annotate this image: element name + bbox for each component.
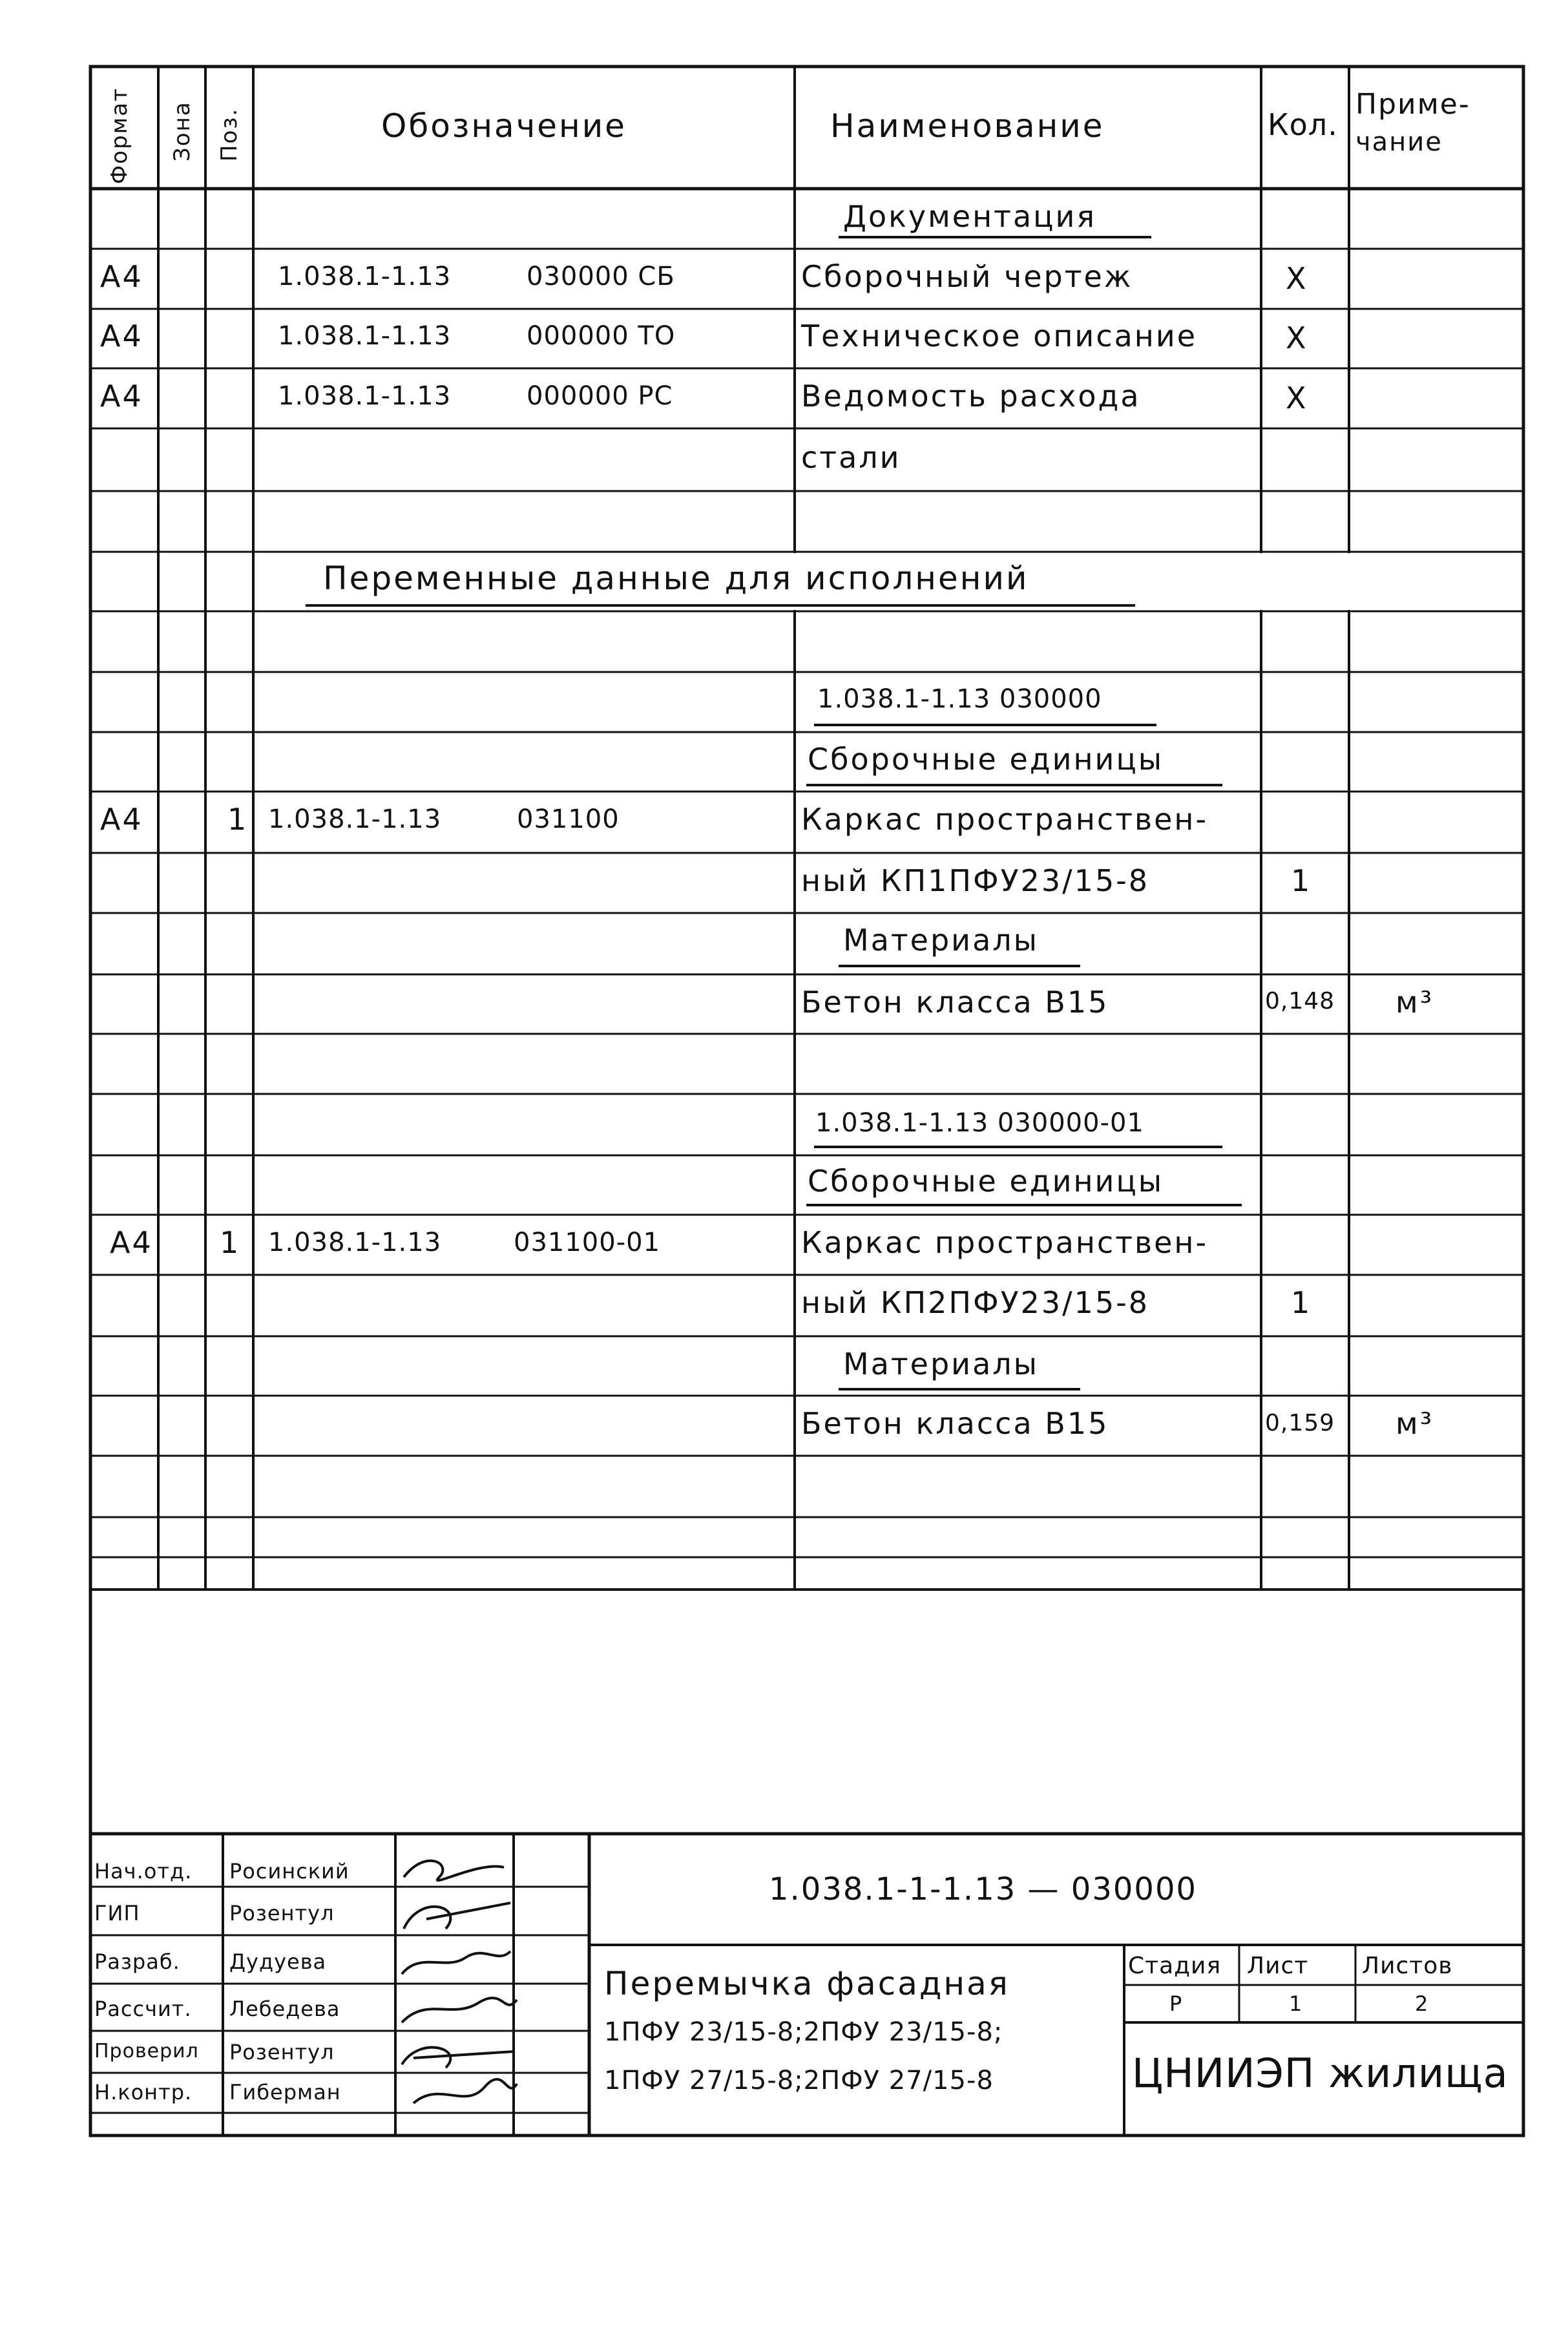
sheets-label: Листов <box>1362 1953 1453 1979</box>
row-format: А4 <box>110 1225 153 1260</box>
section-variable-data: Переменные данные для исполнений <box>323 560 1029 597</box>
header-qty: Кол. <box>1268 107 1338 142</box>
row-designation-suffix: 031100-01 <box>514 1228 661 1257</box>
header-note-line2: чание <box>1355 127 1443 157</box>
row-qty: 0,159 <box>1265 1410 1335 1436</box>
row-note: м³ <box>1396 985 1434 1020</box>
sheets-value: 2 <box>1415 1991 1429 2016</box>
sheet-value: 1 <box>1289 1991 1303 2016</box>
row-pos: 1 <box>227 802 249 837</box>
person-name: Гиберман <box>229 2080 341 2104</box>
section-materials: Материалы <box>843 923 1039 958</box>
header-zone: Зона <box>169 101 195 162</box>
row-designation-code: 1.038.1-1.13 <box>278 381 452 411</box>
row-format: А4 <box>100 379 143 414</box>
row-name: Ведомость расхода <box>801 379 1141 414</box>
row-name: Каркас пространствен- <box>801 802 1209 837</box>
row-name: стали <box>801 440 901 475</box>
role-label: ГИП <box>94 1901 140 1926</box>
row-format: А4 <box>100 802 143 837</box>
row-qty: 1 <box>1291 1285 1312 1320</box>
role-label: Н.контр. <box>94 2080 193 2104</box>
signatures <box>402 1861 517 2103</box>
doc-title-line2: 1ПФУ 23/15-8;2ПФУ 23/15-8; <box>604 2017 1003 2047</box>
header-format: Формат <box>107 87 132 184</box>
row-format: А4 <box>100 319 143 353</box>
stage-value: Р <box>1169 1991 1183 2016</box>
variant-number: 1.038.1-1.13 030000-01 <box>815 1108 1144 1138</box>
header-note-line1: Приме- <box>1355 88 1470 121</box>
organization: ЦНИИЭП жилища <box>1132 2050 1509 2097</box>
row-note: м³ <box>1396 1406 1434 1441</box>
person-name: Дудуева <box>229 1949 327 1974</box>
role-label: Рассчит. <box>94 1997 192 2021</box>
row-name: ный КП2ПФУ23/15-8 <box>801 1285 1150 1320</box>
section-materials: Материалы <box>843 1347 1039 1381</box>
outer-frame <box>90 67 1523 2136</box>
section-assembly-units: Сборочные единицы <box>808 1164 1164 1199</box>
person-name: Розентул <box>229 1901 335 1926</box>
row-name: Бетон класса В15 <box>801 1406 1109 1441</box>
row-name: ный КП1ПФУ23/15-8 <box>801 863 1150 898</box>
row-qty: 1 <box>1291 863 1312 898</box>
row-designation-code: 1.038.1-1.13 <box>268 804 442 834</box>
row-name: Бетон класса В15 <box>801 985 1109 1020</box>
sheet-label: Лист <box>1247 1953 1309 1979</box>
role-label: Нач.отд. <box>94 1859 193 1884</box>
person-name: Лебедева <box>229 1997 340 2021</box>
row-designation-code: 1.038.1-1.13 <box>268 1228 442 1257</box>
header-pos: Поз. <box>216 107 242 162</box>
header-name: Наименование <box>830 107 1105 145</box>
row-name: Каркас пространствен- <box>801 1225 1209 1260</box>
row-format: А4 <box>100 259 143 294</box>
row-designation-code: 1.038.1-1.13 <box>278 321 452 351</box>
row-qty: Х <box>1286 261 1308 296</box>
row-designation-suffix: 000000 РС <box>527 381 673 411</box>
row-qty: Х <box>1286 320 1308 355</box>
variant-number: 1.038.1-1.13 030000 <box>817 684 1102 714</box>
row-designation-suffix: 030000 СБ <box>527 262 675 291</box>
role-label: Разраб. <box>94 1949 180 1974</box>
row-pos: 1 <box>220 1225 241 1260</box>
row-designation-suffix: 000000 ТО <box>527 321 676 351</box>
header-designation: Обозначение <box>381 107 627 145</box>
person-name: Росинский <box>229 1859 350 1884</box>
doc-title-line1: Перемычка фасадная <box>604 1965 1010 2002</box>
row-designation-code: 1.038.1-1.13 <box>278 262 452 291</box>
section-documentation: Документация <box>843 199 1097 234</box>
role-label: Проверил <box>94 2040 199 2062</box>
row-name: Техническое описание <box>801 319 1198 353</box>
section-assembly-units: Сборочные единицы <box>808 742 1164 777</box>
doc-number: 1.038.1-1-1.13 — 030000 <box>769 1871 1198 1907</box>
row-designation-suffix: 031100 <box>517 804 620 834</box>
row-qty: 0,148 <box>1265 988 1335 1014</box>
row-qty: Х <box>1286 381 1308 415</box>
doc-title-line3: 1ПФУ 27/15-8;2ПФУ 27/15-8 <box>604 2066 994 2095</box>
row-name: Сборочный чертеж <box>801 259 1133 294</box>
stage-label: Стадия <box>1128 1953 1222 1979</box>
person-name: Розентул <box>229 2040 335 2064</box>
